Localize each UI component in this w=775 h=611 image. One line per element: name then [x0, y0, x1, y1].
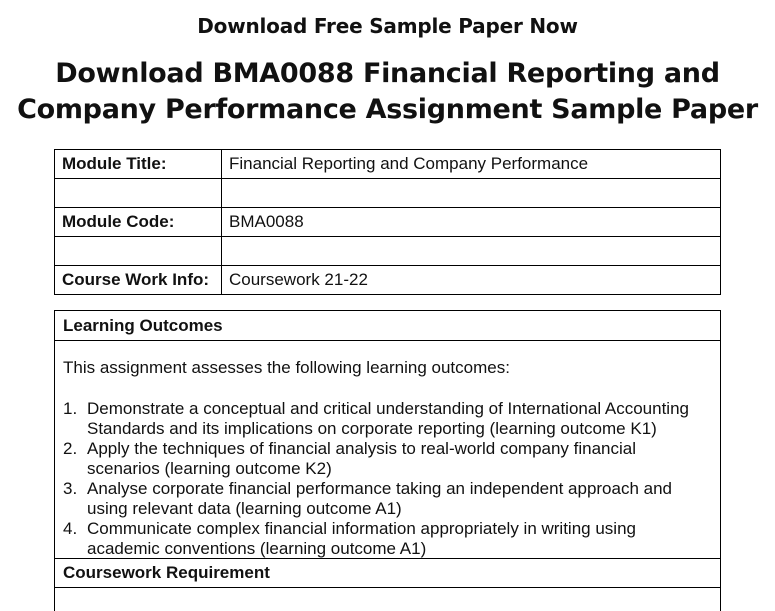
table-row: [55, 150, 721, 179]
page-title: [0, 56, 775, 128]
course-work-label: Course Work Info:: [55, 266, 222, 295]
learning-outcomes-intro: This assignment assesses the following learning outcomes:: [63, 358, 510, 377]
course-work-value: Coursework 21-22: [222, 266, 721, 295]
empty-cell: [222, 179, 721, 208]
list-number: 4.: [63, 519, 78, 538]
module-title-label: Module Title:: [55, 150, 222, 179]
list-item-line: scenarios (learning outcome K2): [87, 459, 332, 478]
list-item-line: Demonstrate a conceptual and critical understanding of International Accounting: [87, 399, 689, 418]
page-title-line-2: Company Performance Assignment Sample Paper: [17, 94, 758, 125]
list-item-line: Standards and its implications on corporate reporting (learning outcome K1): [87, 419, 657, 438]
list-number: 2.: [63, 439, 78, 458]
coursework-requirement-heading: Coursework Requirement: [55, 558, 720, 588]
table-row: [55, 266, 721, 295]
empty-cell: [222, 237, 721, 266]
module-code-label: Module Code:: [55, 208, 222, 237]
empty-cell: [55, 237, 222, 266]
table-row: [55, 179, 721, 208]
module-title-value: Financial Reporting and Company Performance: [222, 150, 721, 179]
table-row: [55, 237, 721, 266]
list-item: [63, 439, 710, 479]
list-number: 1.: [63, 399, 78, 418]
download-banner-text: Download Free Sample Paper Now: [197, 14, 578, 38]
module-code-value: BMA0088: [222, 208, 721, 237]
learning-outcomes-box: [54, 310, 721, 611]
list-item: [63, 519, 710, 559]
list-item-line: academic conventions (learning outcome A1): [87, 539, 427, 558]
table-row: [55, 208, 721, 237]
list-item: [63, 399, 710, 439]
list-item-line: Apply the techniques of financial analysis to real-world company financial: [87, 439, 637, 458]
module-info-table: [54, 149, 721, 295]
list-number: 3.: [63, 479, 78, 498]
list-item-line: using relevant data (learning outcome A1): [87, 499, 402, 518]
list-item: [63, 479, 710, 519]
empty-cell: [55, 179, 222, 208]
list-item-line: Communicate complex financial information appropriately in writing using: [87, 519, 636, 538]
learning-outcomes-list: [63, 399, 710, 559]
learning-outcomes-heading: Learning Outcomes: [55, 311, 720, 341]
page-title-line-1: Download BMA0088 Financial Reporting and: [55, 58, 720, 89]
list-item-line: Analyse corporate financial performance taking an independent approach and: [87, 479, 673, 498]
